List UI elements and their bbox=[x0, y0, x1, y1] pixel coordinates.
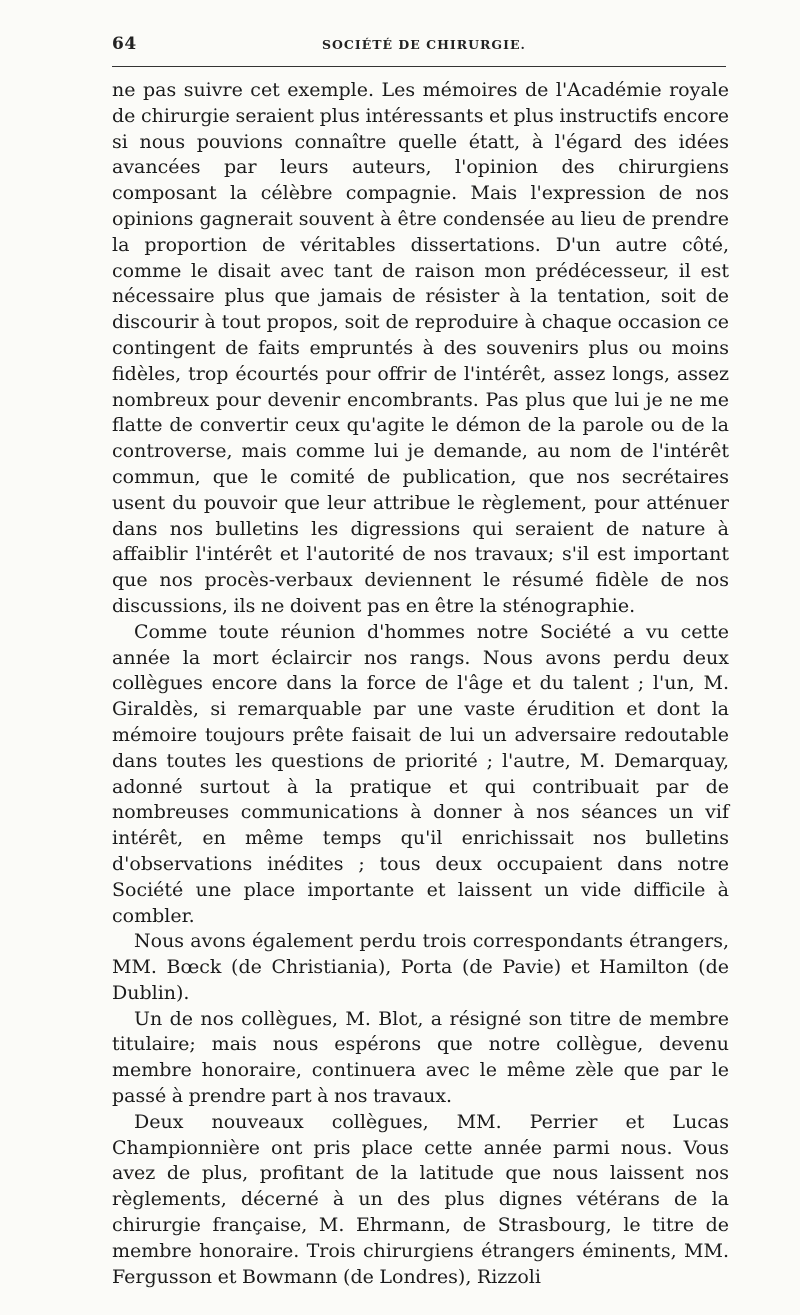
page-header bbox=[112, 34, 726, 56]
paragraph: Deux nouveaux collègues, MM. Perrier et Lucas Championnière ont pris place cette année parmi nous. Vous avez de plus, profitant de la latitude que nous laissent nos règlements, décerné à un des plus dignes vétérans de la chirurgie française, M. Ehrmann, de Strasbourg, le titre de membre honoraire. Trois chirurgiens étrangers éminents, MM. Fergusson et Bowmann (de Londres), Rizzoli bbox=[112, 1110, 729, 1288]
body-text bbox=[112, 78, 729, 1290]
page-number: 64 bbox=[112, 34, 137, 54]
paragraph: Comme toute réunion d'hommes notre Société a vu cette année la mort éclaircir nos rangs. Nous avons perdu deux collègues encore dans la force de l'âge et du talent ; l'un, M. Giraldès, si remarquable par une vaste érudition et dont la mémoire toujours prête faisait de lui un adversaire redoutable dans toutes les questions de priorité ; l'autre, M. Demarquay, adonné surtout à la pratique et qui contribuait par de nombreuses communications à donner à nos séances un vif intérêt, en même temps qu'il enrichissait nos bulletins d'observations inédites ; tous deux occupaient dans notre Société une place importante et laissent un vide difficile à combler. bbox=[112, 620, 729, 927]
paragraph: Un de nos collègues, M. Blot, a résigné son titre de membre titulaire; mais nous espérons que notre collègue, devenu membre honoraire, continuera avec le même zèle que par le passé à prendre part à nos travaux. bbox=[112, 1007, 729, 1108]
paragraph: ne pas suivre cet exemple. Les mémoires de l'Académie royale de chirurgie seraient plus intéressants et plus instructifs encore si nous pouvions connaître quelle étatt, à l'égard des idées avancées par leurs auteurs, l'opinion des chirurgiens composant la célèbre compagnie. Mais l'expression de nos opinions gagnerait souvent à être condensée au lieu de prendre la proportion de véritables dissertations. D'un autre côté, comme le disait avec tant de raison mon prédécesseur, il est nécessaire plus que jamais de résister à la tentation, soit de discourir à tout propos, soit de reproduire à chaque occasion ce contingent de faits empruntés à des souvenirs plus ou moins fidèles, trop écourtés pour offrir de l'intérêt, assez longs, assez nombreux pour devenir encombrants. Pas plus que lui je ne me flatte de convertir ceux qu'agite le démon de la parole ou de la controverse, mais comme lui je demande, au nom de l'intérêt commun, que le comité de publication, que nos secrétaires usent du pouvoir que leur attribue le règlement, pour atténuer dans nos bulletins les digressions qui seraient de nature à affaiblir l'intérêt et l'autorité de nos travaux; s'il est important que nos procès-verbaux deviennent le résumé fidèle de nos discussions, ils ne doivent pas en être la sténographie. bbox=[112, 79, 729, 617]
paragraph: Nous avons également perdu trois correspondants étrangers, MM. Bœck (de Christiania), Porta (de Pavie) et Hamilton (de Dublin). bbox=[112, 930, 729, 1004]
header-rule bbox=[112, 66, 726, 67]
running-head: SOCIÉTÉ DE CHIRURGIE. bbox=[322, 37, 526, 52]
